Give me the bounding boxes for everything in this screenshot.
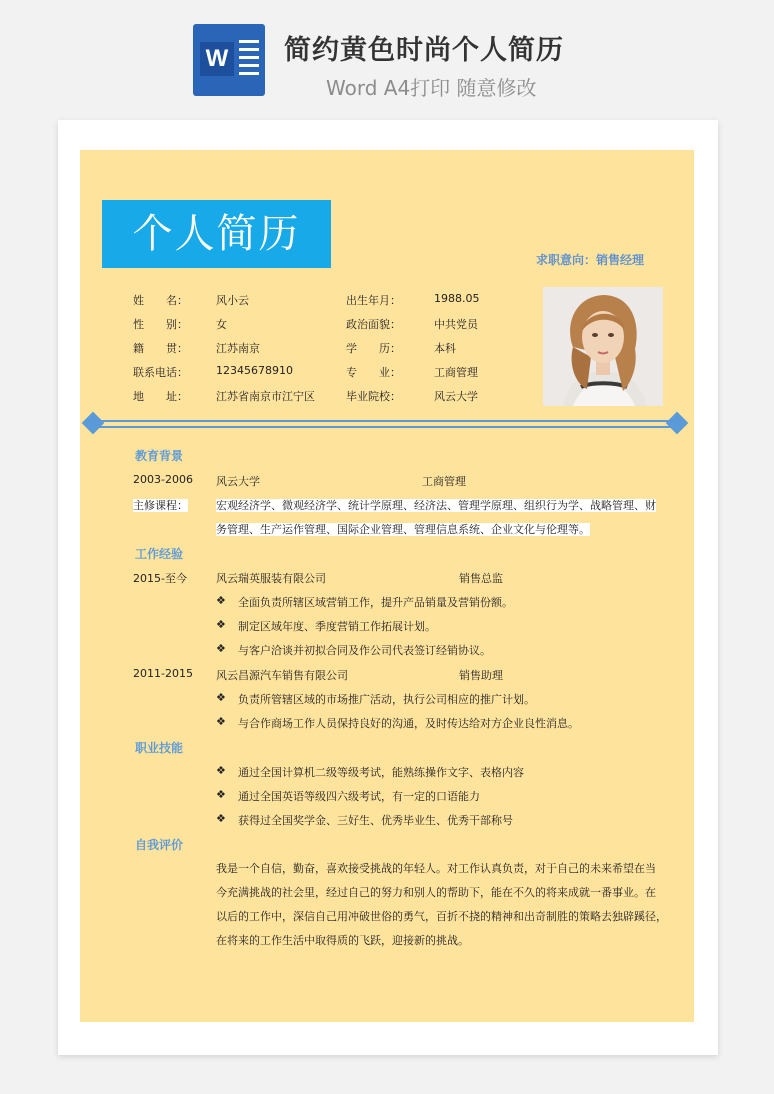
edu-courses-label: 主修课程： [133, 499, 188, 512]
info-school-value: 风云大学 [434, 390, 478, 403]
info-birth-label: 出生年月： [346, 294, 401, 307]
job-period: 2015-至今 [133, 572, 187, 585]
top-header [0, 0, 774, 118]
info-phone-value: 12345678910 [216, 364, 293, 377]
bullet-icon: ❖ [216, 618, 226, 631]
info-name-label: 姓 名： [133, 294, 188, 307]
section-title-education: 教育背景 [135, 449, 184, 463]
bullet-icon: ❖ [216, 642, 226, 655]
edu-courses-line: 宏观经济学、微观经济学、统计学原理、经济法、管理学原理、组织行为学、战略管理、财 [216, 499, 656, 512]
info-gender-label: 性 别： [133, 318, 188, 331]
self-eval-line: 我是一个自信，勤奋，喜欢接受挑战的年轻人。对工作认真负责，对于自己的未来希望在当 [216, 862, 656, 875]
self-eval-line: 在将来的工作生活中取得质的飞跃，迎接新的挑战。 [216, 934, 469, 947]
bullet-icon: ❖ [216, 594, 226, 607]
info-birth-value: 1988.05 [434, 292, 480, 305]
page-title: 简约黄色时尚个人简历 [284, 35, 564, 66]
resume-banner: 个人简历 [102, 200, 331, 268]
info-address-label: 地 址： [133, 390, 188, 403]
info-politics-value: 中共党员 [434, 318, 478, 331]
job-intention: 求职意向：销售经理 [536, 253, 645, 267]
info-gender-value: 女 [216, 318, 227, 331]
word-icon [193, 24, 265, 96]
word-letter: W [200, 42, 234, 76]
job-position: 销售总监 [459, 572, 503, 585]
job-company: 风云瑞英服装有限公司 [216, 572, 326, 585]
job-company: 风云昌源汽车销售有限公司 [216, 669, 348, 682]
bullet-icon: ❖ [216, 691, 226, 704]
page-subtitle: Word A4打印 随意修改 [326, 76, 537, 100]
info-phone-label: 联系电话： [133, 366, 188, 379]
info-politics-label: 政治面貌： [346, 318, 401, 331]
edu-major: 工商管理 [422, 475, 466, 488]
job-position: 销售助理 [459, 669, 503, 682]
info-school-label: 毕业院校： [346, 390, 401, 403]
info-name-value: 风小云 [216, 294, 249, 307]
edu-period: 2003-2006 [133, 473, 193, 486]
bullet-icon: ❖ [216, 812, 226, 825]
self-eval-line: 今充满挑战的社会里，经过自己的努力和别人的帮助下，能在不久的将来成就一番事业。在 [216, 886, 656, 899]
bullet-icon: ❖ [216, 764, 226, 777]
info-origin-value: 江苏南京 [216, 342, 260, 355]
info-major-label: 专 业： [346, 366, 401, 379]
info-major-value: 工商管理 [434, 366, 478, 379]
info-degree-value: 本科 [434, 342, 456, 355]
separator-line [96, 420, 680, 422]
info-address-value: 江苏省南京市江宁区 [216, 390, 315, 403]
self-eval-line: 以后的工作中，深信自己用冲破世俗的勇气，百折不挠的精神和出奇制胜的策略去独辟蹊径， [216, 910, 667, 923]
profile-photo [543, 287, 663, 406]
job-period: 2011-2015 [133, 667, 193, 680]
separator-line [96, 426, 680, 428]
edu-courses-line: 务管理、生产运作管理、国际企业管理、管理信息系统、企业文化与伦理等。 [216, 523, 590, 536]
edu-school: 风云大学 [216, 475, 260, 488]
section-title-self-eval: 自我评价 [135, 838, 184, 852]
section-title-work: 工作经验 [135, 547, 184, 561]
info-degree-label: 学 历： [346, 342, 401, 355]
bullet-icon: ❖ [216, 715, 226, 728]
section-title-skills: 职业技能 [135, 741, 184, 755]
info-origin-label: 籍 贯： [133, 342, 188, 355]
bullet-icon: ❖ [216, 788, 226, 801]
